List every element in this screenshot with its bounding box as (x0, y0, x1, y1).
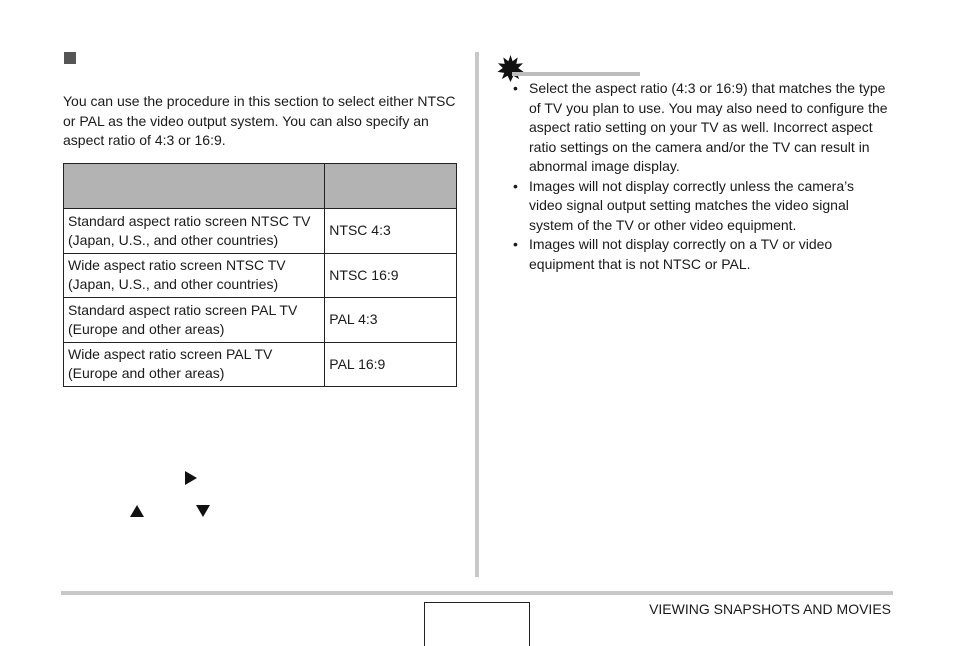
table-row (64, 298, 457, 343)
intro-paragraph: You can use the procedure in this section to select either NTSC or PAL as the video output system. You can also specify an aspect ratio of 4:3 or 16:9. (63, 93, 456, 148)
important-burst-icon (497, 55, 524, 82)
table-row (64, 209, 457, 254)
important-notes-list (511, 79, 891, 274)
list-item: • Select the aspect ratio (4:3 or 16:9) that matches the type of TV you plan to use. You may also need to configure the aspect ratio setting on your TV as well. Incorrect aspect ratio settings on the camera and/or the TV can result in abnormal image display. (511, 79, 891, 177)
column-divider (475, 52, 479, 577)
arrow-down-icon (196, 505, 210, 517)
list-item: • Images will not display correctly unless the camera’s video signal output setting matches the video signal system of the TV or other video equipment. (511, 177, 891, 236)
arrow-up-icon (130, 505, 144, 517)
setting-cell: PAL 4:3 (325, 298, 457, 343)
section-marker-icon (64, 52, 76, 64)
setting-cell: PAL 16:9 (325, 342, 457, 387)
footer-rule (61, 591, 893, 595)
table-header-cell (325, 164, 457, 209)
setting-cell: NTSC 4:3 (325, 209, 457, 254)
table-row (64, 342, 457, 387)
table-header-row (64, 164, 457, 209)
table-row (64, 253, 457, 298)
important-rule (512, 72, 640, 76)
tv-type-cell: Standard aspect ratio screen NTSC TV (Japan, U.S., and other countries) (64, 209, 325, 254)
setting-cell: NTSC 16:9 (325, 253, 457, 298)
list-item: • Images will not display correctly on a TV or video equipment that is not NTSC or PAL. (511, 235, 891, 274)
table-header-cell (64, 164, 325, 209)
tv-type-cell: Wide aspect ratio screen NTSC TV (Japan, U.S., and other countries) (64, 253, 325, 298)
tv-type-cell: Standard aspect ratio screen PAL TV (Europe and other areas) (64, 298, 325, 343)
arrow-right-icon (185, 471, 197, 485)
tv-type-cell: Wide aspect ratio screen PAL TV (Europe and other areas) (64, 342, 325, 387)
page-number-box (424, 602, 530, 646)
aspect-ratio-table (63, 163, 457, 387)
footer-section-title: VIEWING SNAPSHOTS AND MOVIES (649, 601, 891, 617)
